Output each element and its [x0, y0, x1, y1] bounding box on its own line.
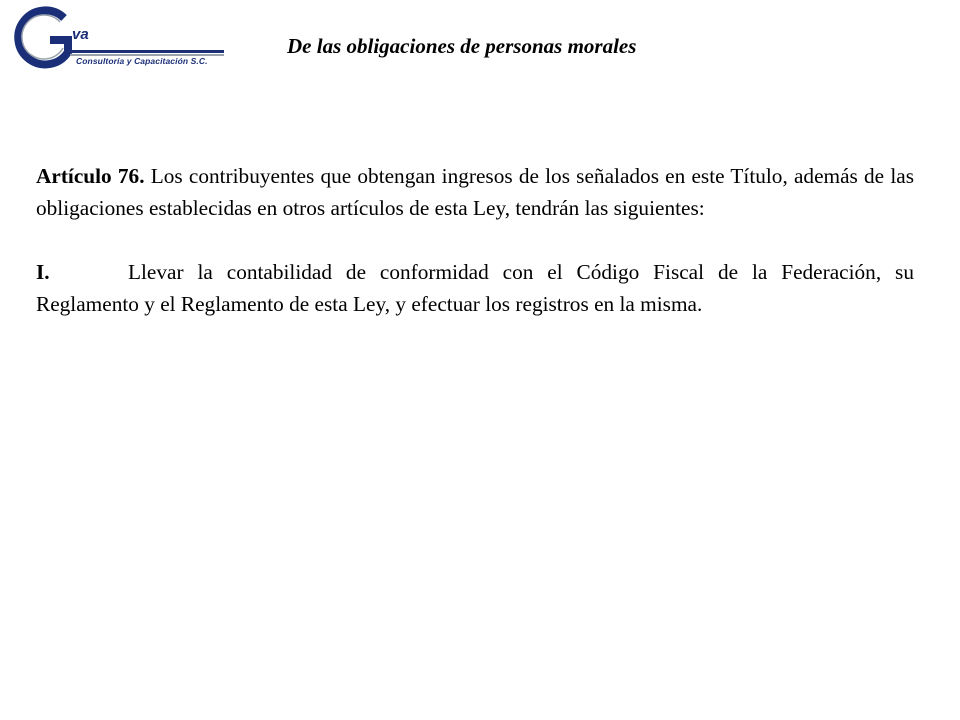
logo-mark-letters: va	[72, 26, 89, 43]
article-number: Artículo 76.	[36, 164, 145, 188]
item-text: Llevar la contabilidad de conformidad con el Código Fiscal de la Federación, su Reglamento y el Reglamento de esta Ley, y efectuar los registros en la misma.	[36, 260, 914, 316]
article-body	[36, 160, 914, 320]
article-intro-paragraph	[36, 160, 914, 224]
item-numeral: I.	[36, 260, 50, 284]
article-item	[36, 256, 914, 320]
logo-company-name: Consultoría y Capacitación S.C.	[76, 56, 208, 66]
article-intro-text: Los contribuyentes que obtengan ingresos de los señalados en este Título, además de las obligaciones establecidas en otros artículos de esta Ley, tendrán las siguientes:	[36, 164, 914, 220]
page-title: De las obligaciones de personas morales	[287, 34, 637, 58]
